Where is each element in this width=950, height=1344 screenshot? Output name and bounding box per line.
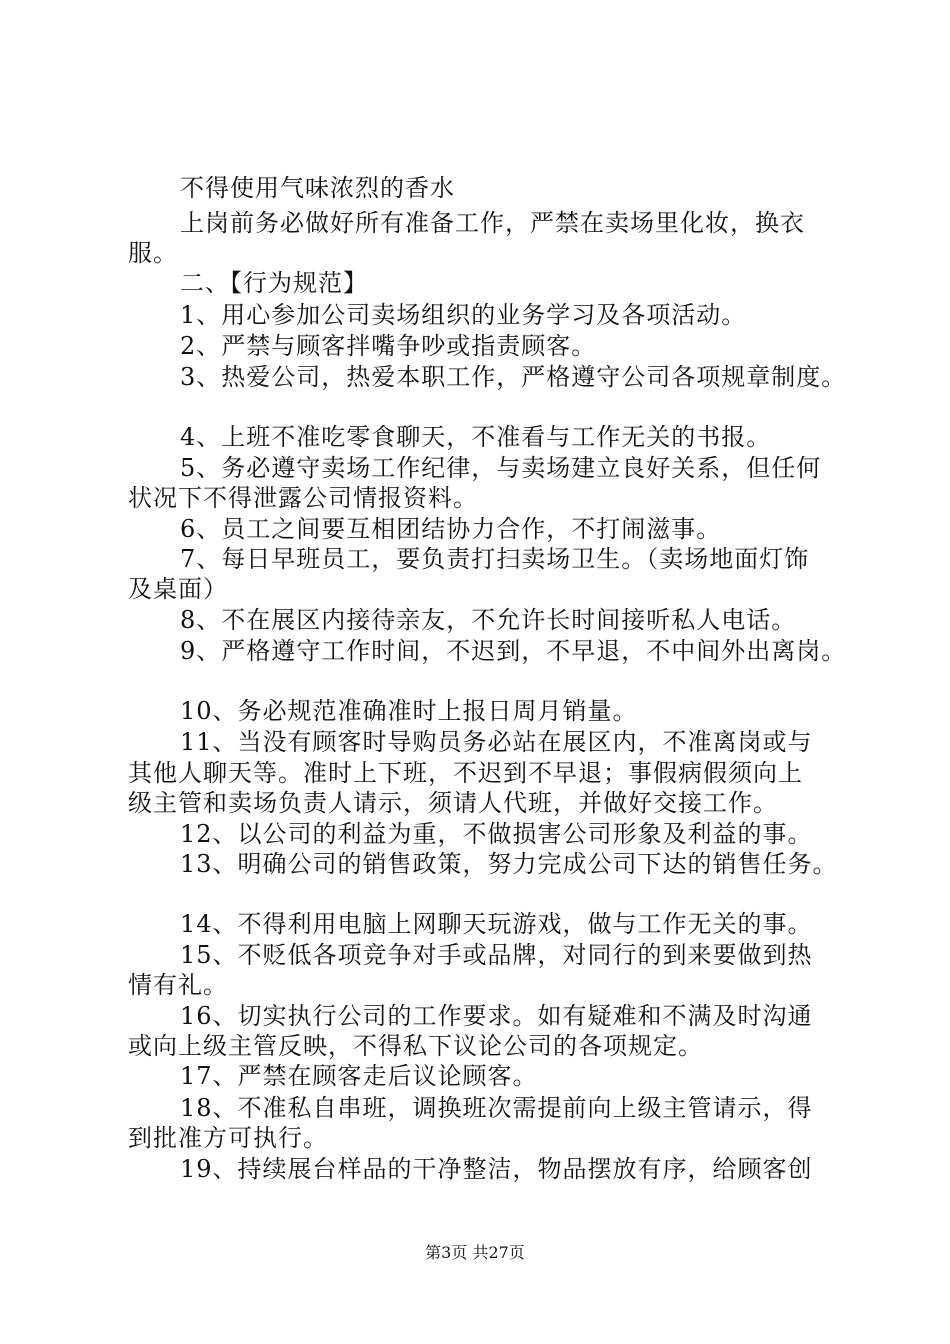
- rule-item-9: 9、严格遵守工作时间，不迟到，不早退，不中间外出离岗。: [180, 637, 847, 665]
- rule-item-18: 18、不准私自串班，调换班次需提前向上级主管请示，得: [180, 1094, 813, 1122]
- rule-item-5: 5、务必遵守卖场工作纪律，与卖场建立良好关系，但任何: [180, 454, 822, 482]
- rule-item-16: 16、切实执行公司的工作要求。如有疑难和不满及时沟通: [180, 1002, 813, 1030]
- page-number-footer: 第3页 共27页: [425, 1243, 525, 1262]
- body-line: 情有礼。: [128, 971, 228, 999]
- rule-item-2: 2、严禁与顾客拌嘴争吵或指责顾客。: [180, 332, 597, 360]
- rule-item-11: 11、当没有顾客时导购员务必站在展区内，不准离岗或与: [180, 728, 813, 756]
- body-line: 到批准方可执行。: [128, 1124, 328, 1152]
- body-line: 状况下不得泄露公司情报资料。: [128, 484, 478, 512]
- rule-item-6: 6、员工之间要互相团结协力合作，不打闹滋事。: [180, 515, 722, 543]
- body-line: 或向上级主管反映，不得私下议论公司的各项规定。: [128, 1032, 703, 1060]
- rule-item-7: 7、每日早班员工，要负责打扫卖场卫生。（卖场地面灯饰: [180, 545, 810, 573]
- body-line: 其他人聊天等。准时上下班，不迟到不早退；事假病假须向上: [128, 759, 803, 787]
- body-line: 级主管和卖场负责人请示，须请人代班，并做好交接工作。: [128, 789, 778, 817]
- body-line: 及桌面）: [128, 575, 228, 603]
- section-heading: 二、【行为规范】: [180, 269, 368, 297]
- body-line: 服。: [128, 239, 178, 267]
- body-line: 不得使用气味浓烈的香水: [180, 174, 455, 202]
- rule-item-17: 17、严禁在顾客走后议论顾客。: [180, 1062, 538, 1090]
- rule-item-14: 14、不得利用电脑上网聊天玩游戏，做与工作无关的事。: [180, 910, 813, 938]
- body-line: 上岗前务必做好所有准备工作，严禁在卖场里化妆，换衣: [180, 209, 805, 237]
- rule-item-15: 15、不贬低各项竞争对手或品牌，对同行的到来要做到热: [180, 941, 813, 969]
- rule-item-10: 10、务必规范准确准时上报日周月销量。: [180, 697, 638, 725]
- rule-item-3: 3、热爱公司，热爱本职工作，严格遵守公司各项规章制度。: [180, 363, 847, 391]
- rule-item-1: 1、用心参加公司卖场组织的业务学习及各项活动。: [180, 301, 747, 329]
- rule-item-19: 19、持续展台样品的干净整洁，物品摆放有序，给顾客创: [180, 1155, 813, 1183]
- rule-item-8: 8、不在展区内接待亲友，不允许长时间接听私人电话。: [180, 606, 797, 634]
- rule-item-12: 12、以公司的利益为重，不做损害公司形象及利益的事。: [180, 820, 813, 848]
- rule-item-13: 13、明确公司的销售政策，努力完成公司下达的销售任务。: [180, 850, 838, 878]
- rule-item-4: 4、上班不准吃零食聊天，不准看与工作无关的书报。: [180, 423, 772, 451]
